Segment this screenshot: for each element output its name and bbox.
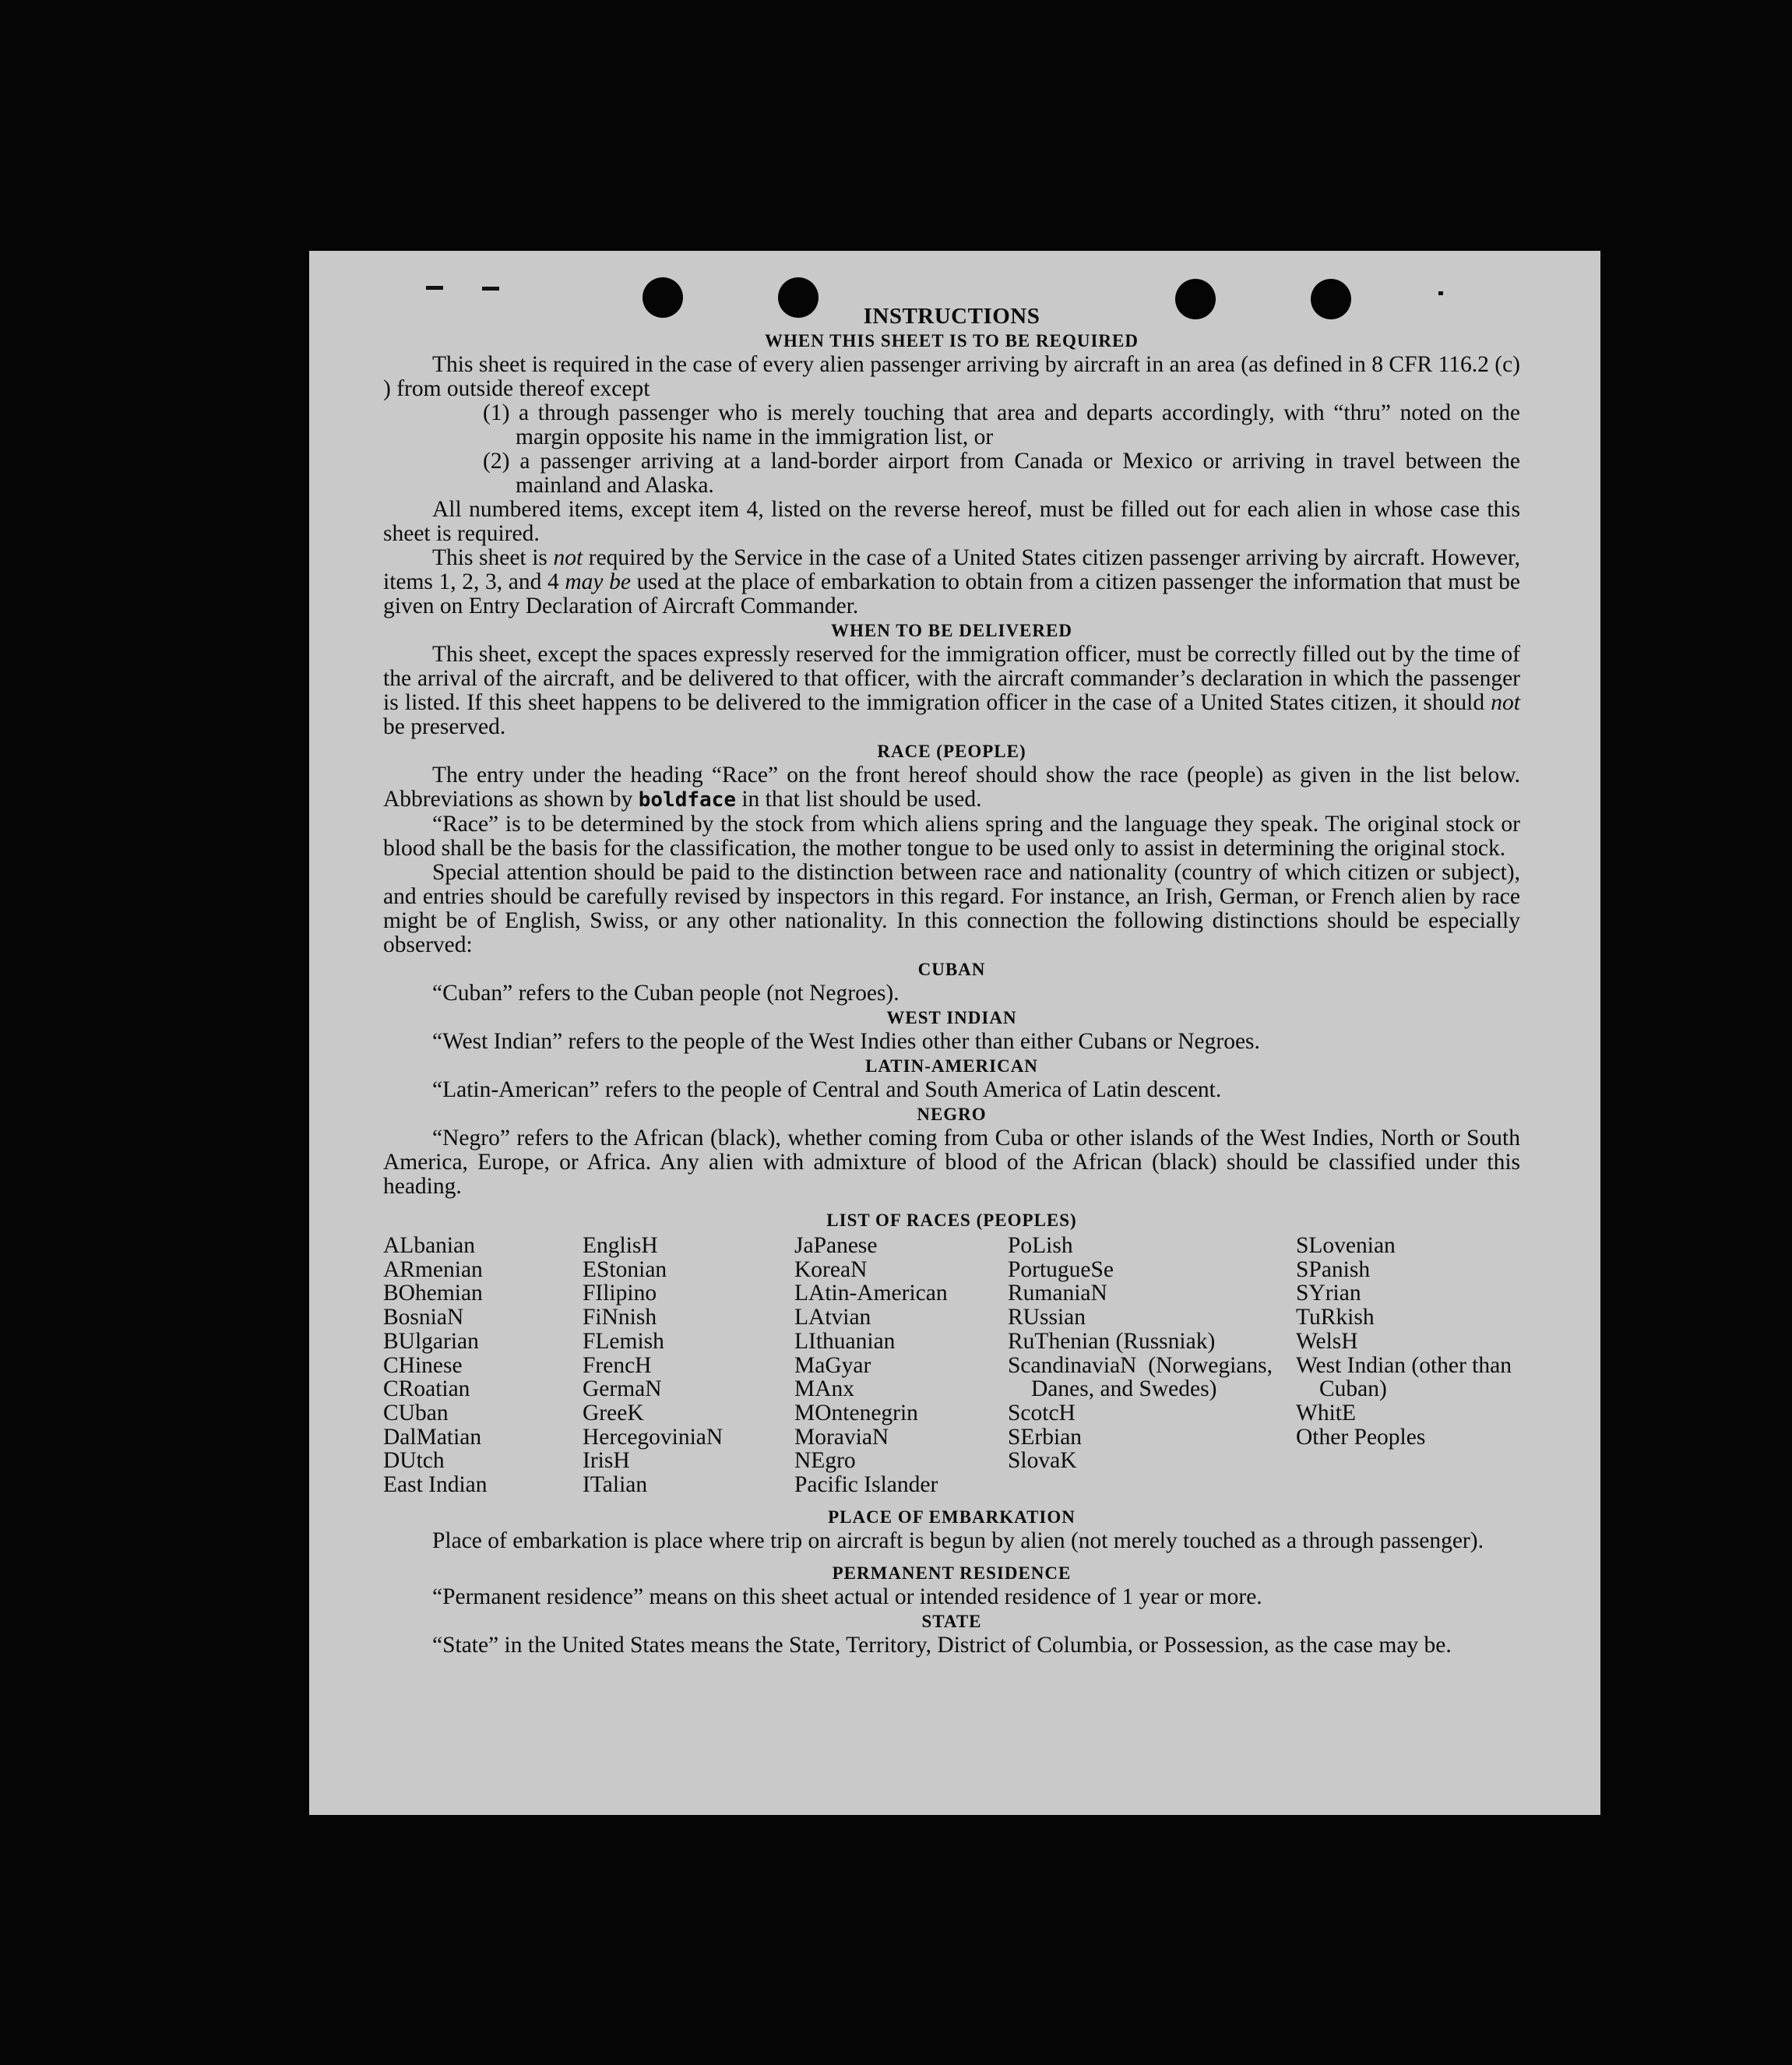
state-text: “State” in the United States means the State, Territory, District of Columbia, or Possession, as the case may be. <box>432 1632 1452 1658</box>
heading-state: STATE <box>921 1611 982 1631</box>
race-entry: RuThenian (Russniak) <box>1008 1328 1216 1354</box>
race-entry: WelsH <box>1296 1328 1358 1354</box>
race-entry: EnglisH <box>583 1233 658 1258</box>
race-entry: ALbanian <box>383 1233 475 1258</box>
west-indian-text: “West Indian” refers to the people of the West Indies other than either Cubans or Negroes. <box>432 1029 1260 1054</box>
race-entry: SYrian <box>1296 1281 1361 1306</box>
race-entry: BUlgarian <box>383 1328 479 1354</box>
race-entry: CHinese <box>383 1352 463 1378</box>
when-delivered-text: This sheet, except the spaces expressly reserved for the immigration officer, must be correctly filled out by the time of the arrival of the aircraft, and be delivered to that officer, with the aircraft commander’s declaration in which the passenger is listed. If this sheet happens to be delivered to the immigration officer in the case of a United States citizen, it should not be preserved. <box>383 642 1520 739</box>
race-entry: DalMatian <box>383 1424 482 1450</box>
race-entry: LAtin-American <box>794 1281 948 1306</box>
citizen-paragraph: This sheet is not required by the Service in the case of a United States citizen passenger arriving by aircraft. However, items 1, 2, 3, and 4 may be used at the place of embarkation to obtain from a citizen passenger the information that must be given on Entry Declaration of Aircraft Commander. <box>383 545 1521 618</box>
race-entry: GreeK <box>583 1400 644 1425</box>
race-entry: BosniaN <box>383 1305 464 1330</box>
race-entry: JaPanese <box>794 1233 878 1258</box>
race-entry: SPanish <box>1296 1256 1371 1282</box>
race-entry: CRoatian <box>383 1376 470 1402</box>
races-column-4 <box>1008 1234 1296 1497</box>
race-entry: Pacific Islander <box>794 1472 938 1498</box>
heading-cuban: CUBAN <box>917 960 986 979</box>
cuban-text: “Cuban” refers to the Cuban people (not Negroes). <box>432 981 900 1006</box>
heading-list-of-races: LIST OF RACES (PEOPLES) <box>826 1210 1077 1230</box>
heading-negro: NEGRO <box>917 1105 987 1124</box>
race-entry-scandinavian: ScandinaviaN (Norwegians, Danes, and Swedes) <box>1008 1352 1273 1402</box>
race-entry: SErbian <box>1008 1424 1083 1450</box>
race-entry: FIlipino <box>583 1281 657 1306</box>
heading-when-required: WHEN THIS SHEET IS TO BE REQUIRED <box>765 331 1139 351</box>
exception-item-1: (1) a through passenger who is merely touching that area and departs accordingly, with “thru” noted on the margin opposite his name in the immigration list, or <box>483 400 1520 449</box>
place-of-embarkation-text: Place of embarkation is place where trip on aircraft is begun by alien (not merely touched as a through passenger). <box>432 1528 1484 1553</box>
race-entry: LIthuanian <box>794 1328 896 1354</box>
permanent-residence-text: “Permanent residence” means on this sheet actual or intended residence of 1 year or more. <box>432 1584 1262 1609</box>
races-column-5 <box>1296 1234 1520 1497</box>
stray-mark <box>482 287 499 291</box>
race-entry: MoraviaN <box>794 1424 889 1450</box>
race-entry: HercegoviniaN <box>583 1424 723 1450</box>
heading-place-of-embarkation: PLACE OF EMBARKATION <box>828 1506 1076 1527</box>
race-entry: RumaniaN <box>1008 1281 1107 1306</box>
race-entry: SlovaK <box>1008 1448 1077 1474</box>
race-entry: EStonian <box>583 1256 667 1282</box>
race-entry: DUtch <box>383 1448 445 1474</box>
race-entry: WhitE <box>1296 1400 1357 1425</box>
stray-mark <box>426 286 443 290</box>
race-entry: LAtvian <box>794 1305 871 1330</box>
race-entry-west-indian: West Indian (other than Cuban) <box>1296 1352 1512 1402</box>
heading-latin-american: LATIN-AMERICAN <box>865 1056 1038 1076</box>
race-entry: NEgro <box>794 1448 856 1474</box>
race-entry: ARmenian <box>383 1256 483 1282</box>
race-paragraph-1: The entry under the heading “Race” on the front hereof should show the race (people) as given in the list below. Abbreviations as shown by boldface in that list should be used. <box>383 763 1520 812</box>
race-entry: East Indian <box>383 1472 488 1498</box>
when-required-intro: This sheet is required in the case of every alien passenger arriving by aircraft in an area (as defined in 8 CFR 116.2 (c) ) from outside thereof except <box>383 352 1520 401</box>
race-entry: MOntenegrin <box>794 1400 918 1425</box>
latin-american-text: “Latin-American” refers to the people of Central and South America of Latin descent. <box>432 1077 1222 1102</box>
race-entry: PoLish <box>1008 1233 1073 1258</box>
heading-permanent-residence: PERMANENT RESIDENCE <box>832 1563 1072 1583</box>
instruction-sheet <box>309 251 1600 1815</box>
race-entry: BOhemian <box>383 1281 483 1306</box>
heading-west-indian: WEST INDIAN <box>886 1008 1017 1027</box>
race-entry: MaGyar <box>794 1352 871 1378</box>
race-entry: TuRkish <box>1296 1305 1375 1330</box>
race-entry: ScotcH <box>1008 1400 1076 1425</box>
race-paragraph-3: Special attention should be paid to the distinction between race and nationality (country of which citizen or subject), and entries should be carefully revised by inspectors in this regard. For instance, an Irish, German, or French alien by race might be of English, Swiss, or any other nationality. In this connection the following distinctions should be especially observed: <box>383 860 1520 957</box>
race-entry: Other Peoples <box>1296 1424 1426 1450</box>
race-entry: ITalian <box>583 1472 648 1498</box>
heading-when-delivered: WHEN TO BE DELIVERED <box>831 621 1072 640</box>
race-entry: RUssian <box>1008 1305 1086 1330</box>
race-entry: KoreaN <box>794 1256 868 1282</box>
race-entry: PortugueSe <box>1008 1256 1114 1282</box>
exception-item-2: (2) a passenger arriving at a land-border airport from Canada or Mexico or arriving in travel between the mainland and Alaska. <box>483 449 1520 498</box>
instructions-content <box>383 304 1520 1658</box>
race-entry: CUban <box>383 1400 449 1425</box>
races-list <box>383 1234 1520 1497</box>
race-paragraph-2: “Race” is to be determined by the stock from which aliens spring and the language they speak. The original stock or blood shall be the basis for the classification, the mother tongue to be used only to assist in determining the original stock. <box>383 812 1520 861</box>
race-entry: MAnx <box>794 1376 855 1402</box>
race-entry: FrencH <box>583 1352 652 1378</box>
race-entry: GermaN <box>583 1376 662 1402</box>
stray-mark <box>1438 291 1443 295</box>
races-column-1 <box>383 1234 583 1497</box>
races-column-3 <box>794 1234 1008 1497</box>
instructions-title: INSTRUCTIONS <box>863 304 1040 329</box>
race-entry: FiNnish <box>583 1305 657 1330</box>
races-column-2 <box>583 1234 794 1497</box>
heading-race: RACE (PEOPLE) <box>877 742 1026 761</box>
race-entry: SLovenian <box>1296 1233 1396 1258</box>
race-entry: IrisH <box>583 1448 630 1474</box>
numbered-items-paragraph: All numbered items, except item 4, listed on the reverse hereof, must be filled out for each alien in whose case this sheet is required. <box>383 497 1520 546</box>
negro-text: “Negro” refers to the African (black), whether coming from Cuba or other islands of the West Indies, North or South America, Europe, or Africa. Any alien with admixture of blood of the African (black) should be classified under this heading. <box>383 1126 1520 1199</box>
race-entry: FLemish <box>583 1328 664 1354</box>
